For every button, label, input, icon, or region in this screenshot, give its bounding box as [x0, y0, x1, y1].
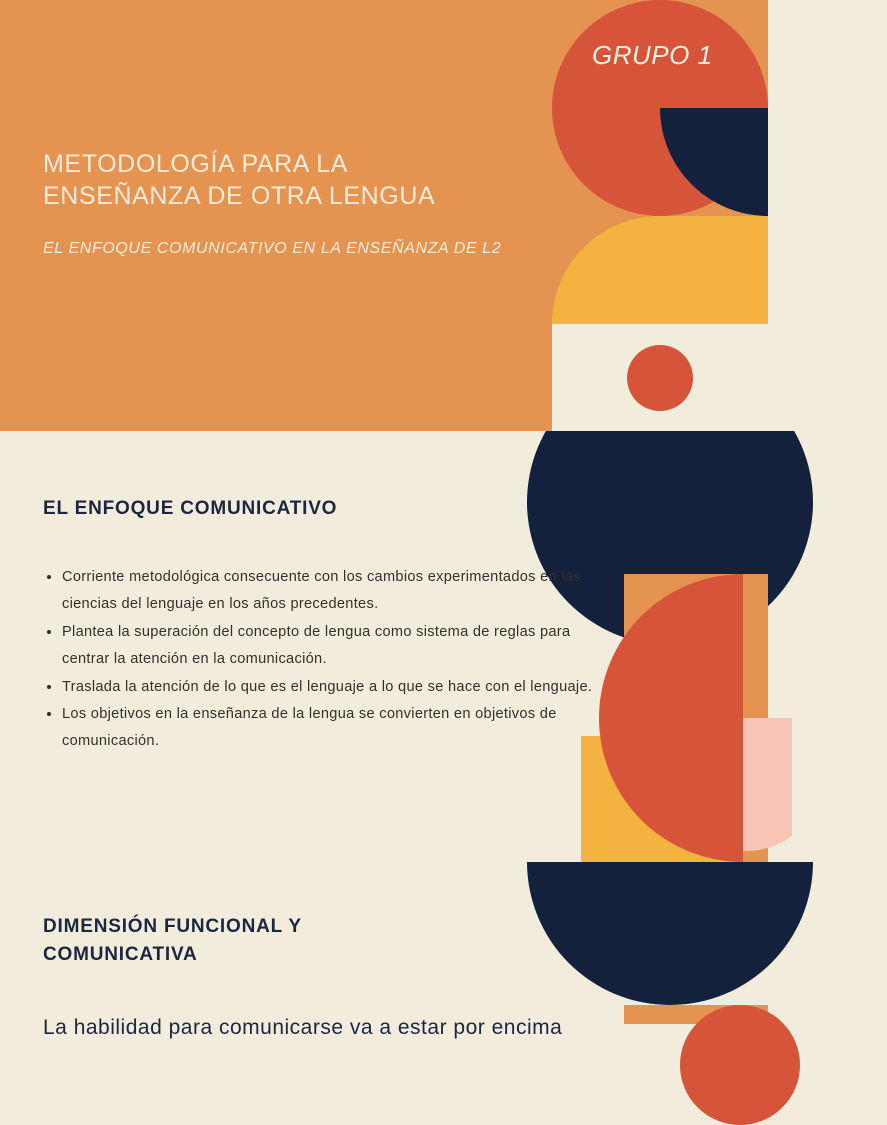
yellow-half-shape — [552, 216, 768, 324]
list-item: • Corriente metodológica consecuente con los cambios experimentados en las ciencias del lenguaje en los años precedentes. — [62, 564, 602, 619]
page-title — [43, 148, 523, 212]
partial-paragraph: La habilidad para comunicarse va a estar por encima — [43, 1016, 563, 1039]
title-line-2: ENSEÑANZA DE OTRA LENGUA — [43, 182, 436, 210]
subtitle: EL ENFOQUE COMUNICATIVO EN LA ENSEÑANZA DE L2 — [43, 240, 502, 257]
section-heading-enfoque: EL ENFOQUE COMUNICATIVO — [43, 498, 338, 519]
list-item: • Plantea la superación del concepto de lengua como sistema de reglas para centrar la atención en la comunicación. — [62, 619, 602, 674]
small-red-dot-shape — [627, 345, 693, 411]
group-label: GRUPO 1 — [592, 40, 713, 70]
title-line-1: METODOLOGÍA PARA LA — [43, 150, 349, 178]
heading-line-1: DIMENSIÓN FUNCIONAL Y — [43, 916, 302, 937]
list-item: • Traslada la atención de lo que es el lenguaje a lo que se hace con el lenguaje. — [62, 674, 602, 701]
section-heading-dimension — [43, 913, 302, 969]
red-bottom-arc-shape — [680, 1005, 800, 1125]
bullet-list — [43, 564, 602, 756]
content-slide — [0, 431, 768, 1039]
list-item: • Los objetivos en la enseñanza de la lengua se convierten en objetivos de comunicación. — [62, 701, 602, 756]
heading-line-2: COMUNICATIVA — [43, 944, 198, 965]
title-slide — [0, 0, 768, 431]
